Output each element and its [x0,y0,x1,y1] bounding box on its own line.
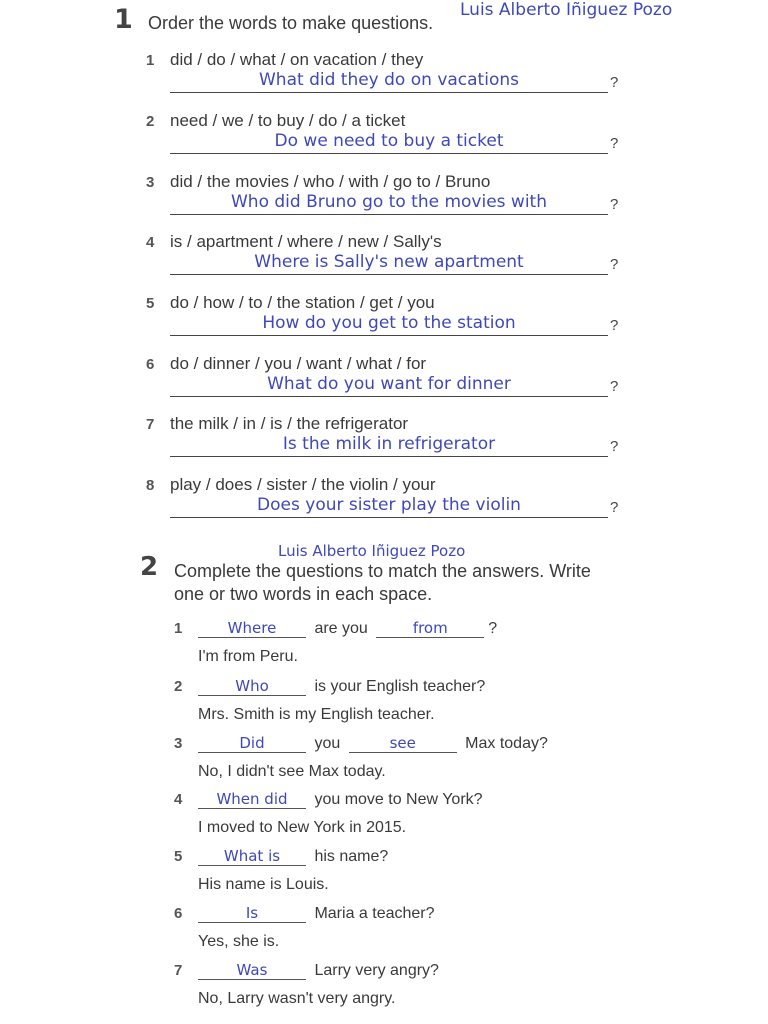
item-number: 7 [146,416,155,433]
item-number: 5 [174,848,183,865]
item-number: 4 [146,234,155,251]
question-text: are you [314,620,368,637]
word-prompt: is / apartment / where / new / Sally's [170,232,442,251]
exercise-1-number: 1 [114,4,133,35]
answer-blank: Did [198,735,306,753]
ordering-item [146,174,626,234]
question-end: Max today? [465,735,548,752]
question-text: you move to New York? [314,791,483,808]
word-prompt: did / the movies / who / with / go to / Bruno [170,172,491,191]
reply-text: His name is Louis. [198,876,329,893]
ordering-item [146,113,626,173]
handwritten-answer: What do you want for dinner [267,374,511,394]
handwritten-answer: Is the milk in refrigerator [282,434,496,454]
reply-text: I moved to New York in 2015. [198,819,407,836]
answer-blank: When did [198,791,306,809]
item-number: 2 [174,678,183,695]
question-mark: ? [610,196,619,213]
item-number: 2 [146,113,155,130]
question-mark: ? [610,135,619,152]
answer-blank: What is [198,848,306,866]
answer-line [170,396,608,397]
reply-text: No, Larry wasn't very angry. [198,990,396,1007]
question-mark: ? [610,378,619,395]
reply-text: Yes, she is. [198,933,280,950]
word-prompt: need / we / to buy / do / a ticket [170,111,406,130]
word-prompt: the milk / in / is / the refrigerator [170,414,409,433]
question-mark: ? [610,438,619,455]
exercise-1-instruction: Order the words to make questions. [148,13,434,33]
item-number: 5 [146,295,155,312]
answer-line [170,335,608,336]
word-prompt: did / do / what / on vacation / they [170,50,424,69]
author-name-mid: Luis Alberto Iñiguez Pozo [278,542,466,560]
instruction-line: one or two words in each space. [174,584,433,604]
completion-item [174,791,594,847]
ordering-item [146,295,626,355]
item-number: 3 [146,174,155,191]
answer-line [170,456,608,457]
completion-item [174,962,594,1018]
question-mark: ? [610,499,619,516]
question-mark: ? [610,74,619,91]
question-text: Larry very angry? [314,962,439,979]
reply-text: No, I didn't see Max today. [198,763,386,780]
question-line [194,848,388,866]
question-line [194,962,439,980]
question-mark: ? [610,256,619,273]
reply-text: I'm from Peru. [198,648,298,665]
handwritten-answer: What did they do on vacations [259,70,519,90]
question-mark: ? [610,317,619,334]
question-line [194,620,497,638]
answer-line [170,214,608,215]
item-number: 4 [174,791,183,808]
item-number: 7 [174,962,183,979]
question-text: his name? [314,848,389,865]
answer-line [170,274,608,275]
handwritten-answer: Where is Sally's new apartment [254,252,524,272]
item-number: 6 [174,905,183,922]
item-number: 3 [174,735,183,752]
word-prompt: do / how / to / the station / get / you [170,293,435,312]
question-text: Maria a teacher? [314,905,435,922]
ordering-item [146,477,626,537]
handwritten-answer: Do we need to buy a ticket [274,131,504,151]
item-number: 1 [146,52,155,69]
answer-line [170,517,608,518]
answer-blank: see [349,735,457,753]
question-line [194,791,483,809]
ordering-item [146,52,626,112]
ordering-item [146,416,626,476]
item-number: 1 [174,620,183,637]
question-line [194,735,548,753]
question-text: you [314,735,341,752]
answer-blank: Who [198,678,306,696]
handwritten-answer: Does your sister play the violin [257,495,521,515]
question-line [194,678,485,696]
instruction-line: Complete the questions to match the answers. Write [174,561,591,581]
exercise-2-number: 2 [140,552,159,582]
completion-item [174,905,594,961]
exercise-2-instruction [174,560,591,606]
answer-blank: Was [198,962,306,980]
ordering-item [146,234,626,294]
answer-line [170,153,608,154]
completion-item [174,848,594,904]
item-number: 6 [146,356,155,373]
answer-blank: from [376,620,484,638]
word-prompt: play / does / sister / the violin / your [170,475,436,494]
handwritten-answer: Who did Bruno go to the movies with [230,192,547,212]
word-prompt: do / dinner / you / want / what / for [170,354,427,373]
completion-item [174,620,594,676]
answer-blank: Is [198,905,306,923]
question-text: is your English teacher? [314,678,486,695]
reply-text: Mrs. Smith is my English teacher. [198,706,435,723]
question-line [194,905,435,923]
ordering-item [146,356,626,416]
completion-item [174,735,594,791]
answer-blank: Where [198,620,306,638]
answer-line [170,92,608,93]
item-number: 8 [146,477,155,494]
completion-item [174,678,594,734]
handwritten-answer: How do you get to the station [262,313,516,333]
author-name-top: Luis Alberto Iñiguez Pozo [460,0,673,20]
question-end: ? [488,620,498,637]
